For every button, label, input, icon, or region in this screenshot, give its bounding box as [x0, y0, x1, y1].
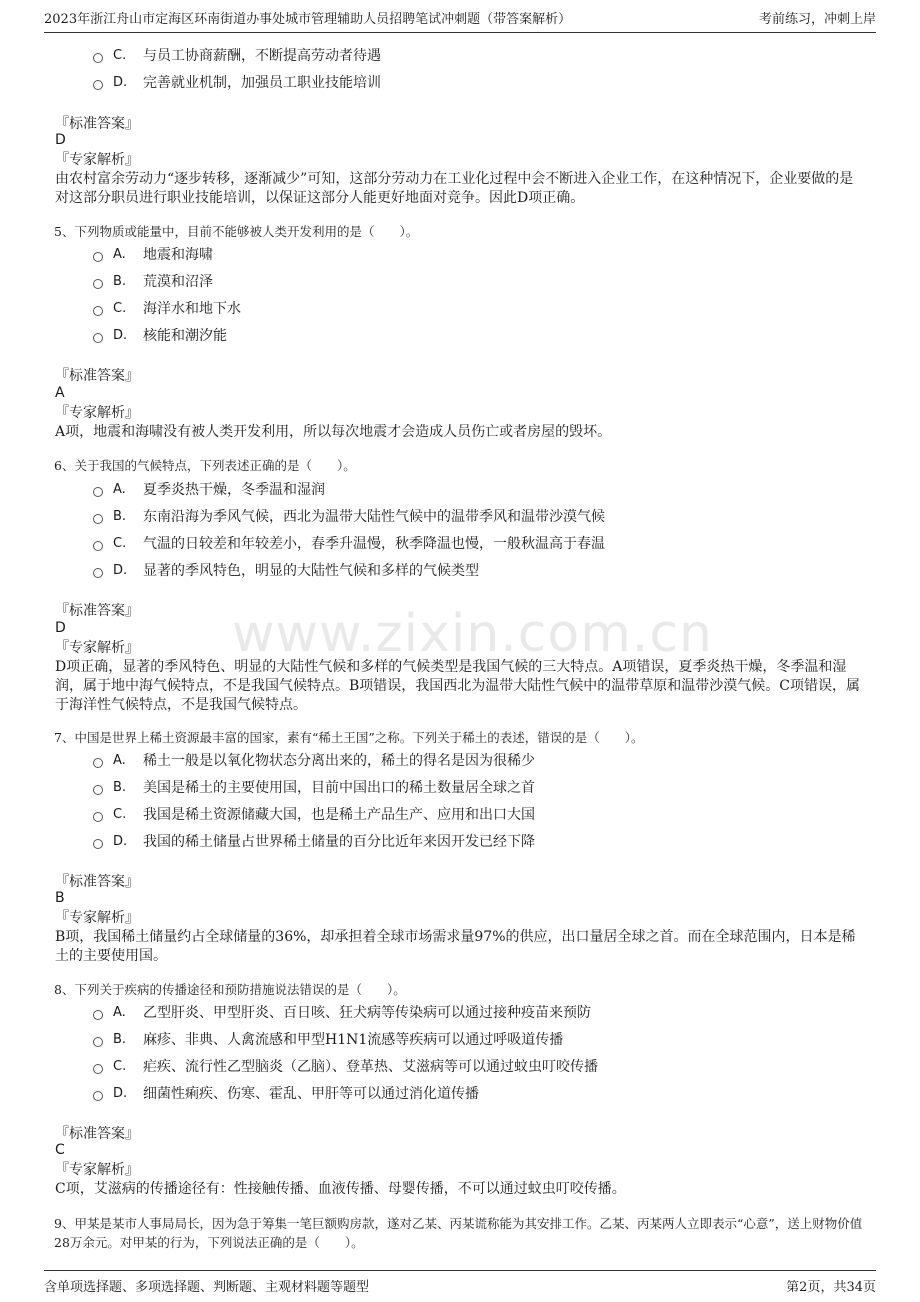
q6-option-d[interactable]: D. 显著的季风特色，明显的大陆性气候和多样的气候类型 [93, 559, 479, 581]
q6-question: 6、关于我国的气候特点，下列表述正确的是（ ）。 [54, 458, 356, 473]
q8-answer: C [55, 1142, 65, 1158]
radio-icon[interactable] [93, 333, 103, 343]
radio-icon[interactable] [93, 1064, 103, 1074]
watermark: www.zixin.com.cn [232, 604, 713, 664]
q8-question: 8、下列关于疾病的传播途径和预防措施说法错误的是（ ）。 [54, 982, 406, 997]
radio-icon[interactable] [93, 1091, 103, 1101]
radio-icon[interactable] [93, 839, 103, 849]
radio-icon[interactable] [93, 53, 103, 63]
q8-option-b[interactable]: B. 麻疹、非典、人禽流感和甲型H1N1流感等疾病可以通过呼吸道传播 [93, 1028, 563, 1050]
q5-analysis: A项，地震和海啸没有被人类开发利用，所以每次地震才会造成人员伤亡或者房屋的毁坏。 [55, 424, 612, 440]
page-footer [44, 1270, 876, 1295]
q4-option-d[interactable]: D. 完善就业机制，加强员工职业技能培训 [93, 71, 381, 93]
q7-analysis: B项，我国稀土储量约占全球储量的36%，却承担着全球市场需求量97%的供应，出口量居全球之首。而在全球范围内，日本是稀土的主要使用国。 [55, 929, 856, 964]
radio-icon[interactable] [93, 279, 103, 289]
q4-answer: D [55, 132, 66, 148]
q8-option-a[interactable]: A. 乙型肝炎、甲型肝炎、百日咳、狂犬病等传染病可以通过接种疫苗来预防 [93, 1001, 591, 1023]
radio-icon[interactable] [93, 306, 103, 316]
q5-option-d[interactable]: D. 核能和潮汐能 [93, 324, 227, 346]
answer-label: 『标准答案』 [55, 368, 139, 384]
q7-question: 7、中国是世界上稀土资源最丰富的国家，素有“稀土王国”之称。下列关于稀土的表述，错误的是（ ）。 [54, 730, 644, 745]
q6-option-a[interactable]: A. 夏季炎热干燥，冬季温和湿润 [93, 478, 325, 500]
q6-option-b[interactable]: B. 东南沿海为季风气候，西北为温带大陆性气候中的温带季风和温带沙漠气候 [93, 505, 605, 527]
q5-option-a[interactable]: A. 地震和海啸 [93, 243, 213, 265]
analysis-label: 『专家解析』 [55, 640, 139, 656]
radio-icon[interactable] [93, 1037, 103, 1047]
q7-option-d[interactable]: D. 我国的稀土储量占世界稀土储量的百分比近年来因开发已经下降 [93, 830, 535, 852]
radio-icon[interactable] [93, 568, 103, 578]
radio-icon[interactable] [93, 487, 103, 497]
q7-option-b[interactable]: B. 美国是稀土的主要使用国，目前中国出口的稀土数量居全球之首 [93, 776, 535, 798]
header-slogan: 考前练习，冲刺上岸 [758, 12, 876, 27]
analysis-label: 『专家解析』 [55, 405, 139, 421]
page-header [44, 8, 876, 33]
q4-option-c[interactable]: C. 与员工协商薪酬，不断提高劳动者待遇 [93, 44, 381, 66]
q8-option-c[interactable]: C. 疟疾、流行性乙型脑炎（乙脑）、登革热、艾滋病等可以通过蚊虫叮咬传播 [93, 1055, 598, 1077]
q6-answer: D [55, 620, 66, 636]
radio-icon[interactable] [93, 541, 103, 551]
q8-option-d[interactable]: D. 细菌性痢疾、伤寒、霍乱、甲肝等可以通过消化道传播 [93, 1082, 479, 1104]
answer-label: 『标准答案』 [55, 603, 139, 619]
radio-icon[interactable] [93, 252, 103, 262]
answer-label: 『标准答案』 [55, 874, 139, 890]
radio-icon[interactable] [93, 758, 103, 768]
analysis-label: 『专家解析』 [55, 152, 139, 168]
q6-option-c[interactable]: C. 气温的日较差和年较差小，春季升温慢，秋季降温也慢，一般秋温高于春温 [93, 532, 605, 554]
q4-analysis: 由农村富余劳动力“逐步转移，逐渐减少”可知，这部分劳动力在工业化过程中会不断进入企业工作，在这种情况下，企业要做的是对这部分职员进行职业技能培训，以保证这部分人能更好地面对竞争。因此D项正确。 [55, 171, 854, 206]
q5-answer: A [55, 385, 65, 401]
q7-option-c[interactable]: C. 我国是稀土资源储藏大国，也是稀土产品生产、应用和出口大国 [93, 803, 535, 825]
header-title: 2023年浙江舟山市定海区环南街道办事处城市管理辅助人员招聘笔试冲刺题（带答案解析） [44, 12, 572, 27]
q5-question: 5、下列物质或能量中，目前不能够被人类开发利用的是（ ）。 [54, 224, 419, 239]
q8-analysis: C项，艾滋病的传播途径有：性接触传播、血液传播、母婴传播，不可以通过蚊虫叮咬传播。 [55, 1181, 626, 1197]
radio-icon[interactable] [93, 514, 103, 524]
q9-question: 9、甲某是某市人事局局长，因为急于筹集一笔巨额购房款，遂对乙某、丙某谎称能为其安排工作。乙某、丙某两人立即表示“心意”，送上财物价值28万余元。对甲某的行为，下列说法正确的是（ ）。 [54, 1216, 863, 1250]
radio-icon[interactable] [93, 812, 103, 822]
answer-label: 『标准答案』 [55, 116, 139, 132]
q5-option-c[interactable]: C. 海洋水和地下水 [93, 297, 241, 319]
radio-icon[interactable] [93, 80, 103, 90]
q6-analysis: D项正确，显著的季风特色、明显的大陆性气候和多样的气候类型是我国气候的三大特点。A项错误，夏季炎热干燥，冬季温和湿润，属于地中海气候特点，不是我国气候特点。B项错误，我国西北为温带大陆性气候中的温带草原和温带沙漠气候。C项错误，属于海洋性气候特点，不是我国气候特点。 [55, 659, 860, 713]
analysis-label: 『专家解析』 [55, 1162, 139, 1178]
footer-note: 含单项选择题、多项选择题、判断题、主观材料题等题型 [44, 1280, 370, 1295]
page-number: 第2页，共34页 [786, 1280, 876, 1295]
radio-icon[interactable] [93, 785, 103, 795]
analysis-label: 『专家解析』 [55, 910, 139, 926]
q5-option-b[interactable]: B. 荒漠和沼泽 [93, 270, 213, 292]
q7-answer: B [55, 890, 65, 906]
answer-label: 『标准答案』 [55, 1126, 139, 1142]
radio-icon[interactable] [93, 1010, 103, 1020]
q7-option-a[interactable]: A. 稀土一般是以氧化物状态分离出来的，稀土的得名是因为很稀少 [93, 749, 535, 771]
